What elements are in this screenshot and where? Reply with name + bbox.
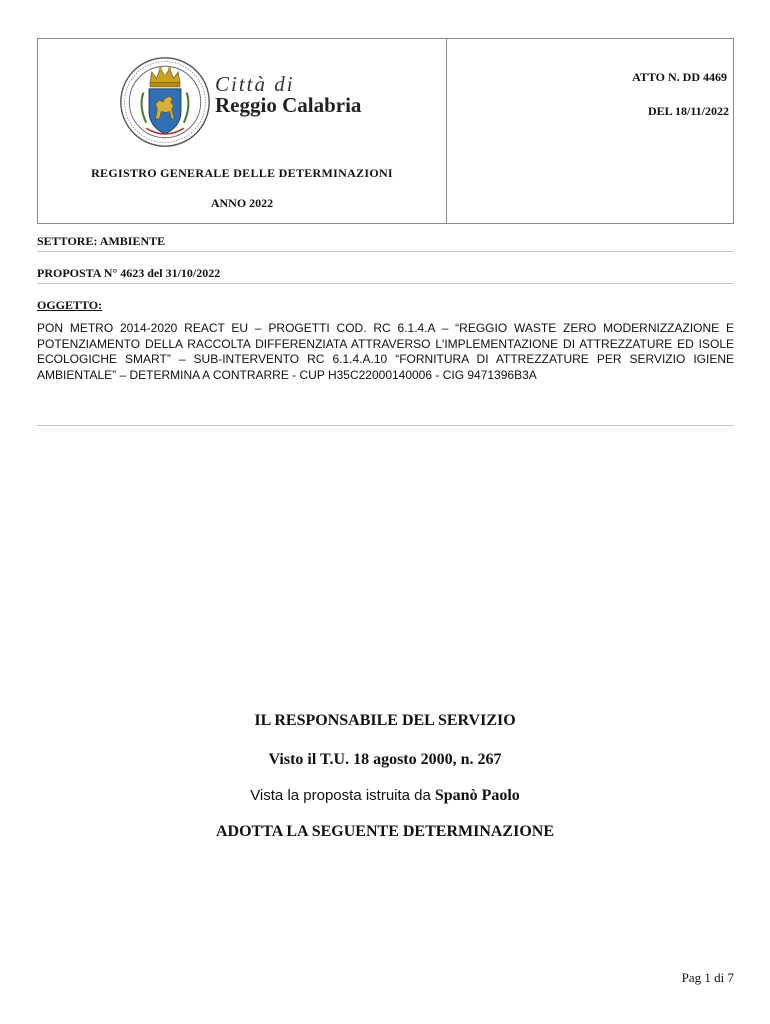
atto-number: ATTO N. DD 4469 — [632, 70, 727, 84]
city-name: Reggio Calabria — [215, 93, 362, 117]
visto-line: Visto il T.U. 18 agosto 2000, n. 267 — [268, 751, 502, 768]
vista-prefix: Vista la proposta istruita da — [250, 787, 431, 804]
registro-title: REGISTRO GENERALE DELLE DETERMINAZIONI — [91, 166, 393, 180]
registro-anno: ANNO 2022 — [210, 196, 274, 210]
settore-field: SETTORE: AMBIENTE — [37, 234, 166, 248]
adotta-heading: ADOTTA LA SEGUENTE DETERMINAZIONE — [216, 823, 554, 840]
proposta-divider — [37, 283, 734, 284]
page-number: Pag 1 di 7 — [681, 970, 734, 985]
city-prefix: Città di — [215, 72, 295, 96]
header-divider — [446, 39, 447, 223]
oggetto-text: PON METRO 2014-2020 REACT EU – PROGETTI COD. RC 6.1.4.A – “REGGIO WASTE ZERO MODERNIZZAZIONE E POTENZIAMENTO DELLA RACCOLTA DIFFERENZIATA ATTRAVERSO L'IMPLEMENTAZIONE DI ATTREZZATURE ED ISOLE ECOLOGICHE SMART” – SUB-INTERVENTO RC 6.1.4.A.10 “FORNITURA DI ATTREZZATURE PER SERVIZIO IGIENE AMBIENTALE” – DETERMINA A CONTRARRE - CUP H35C22000140006 - CIG 9471396B3A — [37, 321, 734, 382]
proposta-field: PROPOSTA N° 4623 del 31/10/2022 — [37, 266, 221, 280]
istruttore-name: Spanò Paolo — [434, 787, 520, 804]
vista-line — [0, 787, 770, 805]
oggetto-divider — [37, 425, 734, 426]
settore-divider — [37, 251, 734, 252]
atto-date: DEL 18/11/2022 — [647, 104, 729, 118]
oggetto-label: OGGETTO: — [37, 298, 103, 312]
header-box — [37, 38, 734, 224]
responsabile-heading: IL RESPONSABILE DEL SERVIZIO — [254, 712, 516, 729]
city-seal-icon — [118, 55, 212, 149]
